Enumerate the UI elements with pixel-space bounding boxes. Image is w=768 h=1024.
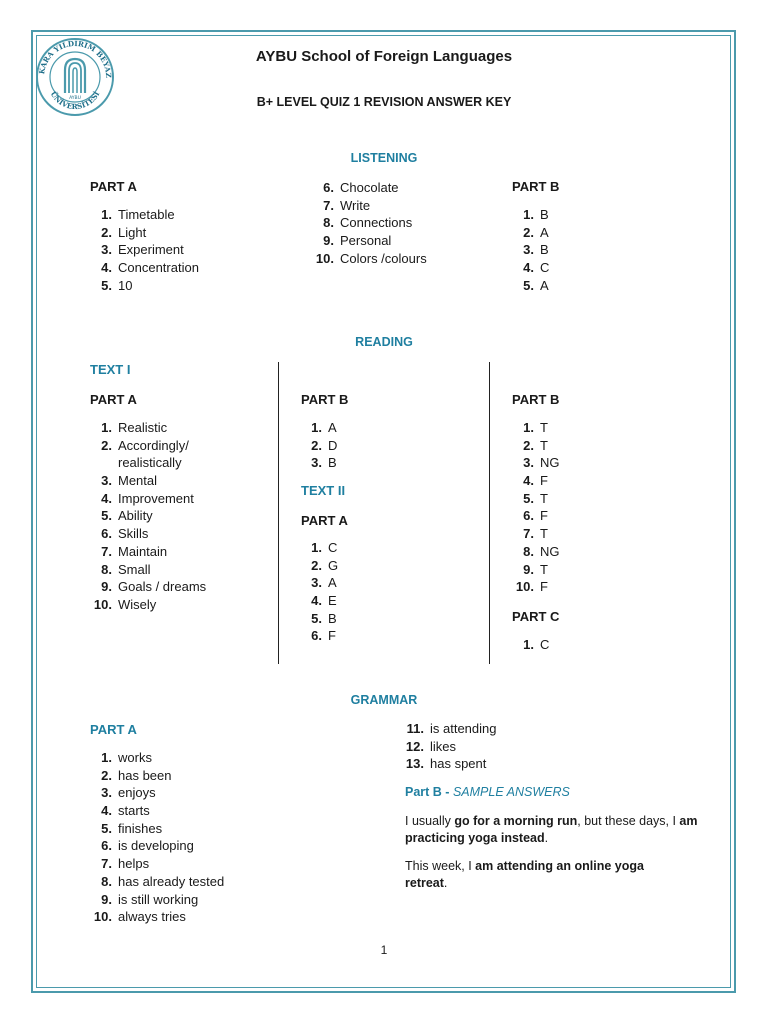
list-item: 2. T <box>523 437 548 453</box>
grammar-part-a-list-1 <box>88 749 224 926</box>
list-item: 4. starts <box>101 803 150 819</box>
list-item: 8. Small <box>101 561 151 577</box>
list-item: 9. T <box>523 561 548 577</box>
list-item: 8. Connections <box>323 215 413 231</box>
list-item: 9. Personal <box>323 233 392 249</box>
list-item: 6. F <box>311 628 336 644</box>
grammar-part-b-answer-2 <box>405 858 665 892</box>
page-number: 1 <box>380 943 388 957</box>
list-item: 13. has spent <box>405 756 487 772</box>
list-item: 3. Experiment <box>101 242 184 258</box>
reading-text2-part-c-label: PART C <box>512 609 560 624</box>
list-item: 12. likes <box>405 738 457 754</box>
answer-bold: am attending an online yoga retreat <box>405 859 644 890</box>
reading-text1-label: TEXT I <box>90 362 131 377</box>
listening-part-b-label: PART B <box>512 179 560 194</box>
reading-text2-part-a-list <box>298 539 338 645</box>
list-item: 1. C <box>523 637 550 652</box>
document-subtitle: B+ LEVEL QUIZ 1 REVISION ANSWER KEY <box>256 95 512 109</box>
list-item: 1. works <box>101 750 152 765</box>
list-item: 5. T <box>523 490 548 506</box>
list-item: realistically <box>118 455 182 471</box>
list-item: 4. F <box>523 473 548 489</box>
grammar-part-b-label: Part B <box>405 785 442 799</box>
grammar-part-b-heading <box>405 785 570 799</box>
list-item: 7. Write <box>323 197 371 213</box>
svg-text:ANKARA YILDIRIM BEYAZIT: KARA YILDIRIM BEYAZ <box>37 38 114 79</box>
listening-heading: LISTENING <box>350 151 418 165</box>
document-title: AYBU School of Foreign Languages <box>255 48 513 65</box>
reading-text2-part-a-label: PART A <box>301 513 348 528</box>
list-item: 9. is still working <box>101 891 199 907</box>
list-item: 5. B <box>311 610 337 626</box>
list-item: 10. Colors /colours <box>315 250 427 266</box>
list-item: 5. finishes <box>101 820 163 836</box>
list-item: 4. Improvement <box>101 490 194 506</box>
list-item: 5. 10 <box>101 277 133 293</box>
list-item: 6. F <box>523 508 548 524</box>
reading-text1-part-b-label: PART B <box>301 392 349 407</box>
grammar-part-a-label: PART A <box>90 722 137 737</box>
list-item: 9. Goals / dreams <box>101 579 207 595</box>
list-item: 10. always tries <box>93 909 186 925</box>
list-item: 3. Mental <box>101 473 158 489</box>
list-item: 3. A <box>311 575 337 591</box>
svg-text:ÜNİVERSİTESİ: ÜNİVERSİTESİ <box>48 89 102 112</box>
list-item: 2. A <box>523 224 549 240</box>
answer-text: , but these days, I <box>577 814 680 828</box>
column-divider <box>489 362 490 664</box>
reading-text2-part-b-label: PART B <box>512 392 560 407</box>
reading-text2-part-b-list <box>510 419 560 596</box>
reading-text1-part-a-label: PART A <box>90 392 137 407</box>
list-item: 7. Maintain <box>101 543 168 559</box>
list-item: 3. enjoys <box>101 785 156 801</box>
reading-text1-part-b-list <box>298 419 337 472</box>
list-item: 3. NG <box>523 455 560 471</box>
list-item: 6. Skills <box>101 526 149 542</box>
listening-part-b-list <box>510 206 549 294</box>
list-item: 6. is developing <box>101 838 194 854</box>
list-item: 6. Chocolate <box>323 180 399 195</box>
list-item: 4. Concentration <box>101 260 199 276</box>
grammar-part-b-dash: - <box>441 785 453 799</box>
reading-text1-part-a-list <box>88 419 206 614</box>
list-item: 2. has been <box>101 767 172 783</box>
answer-text: . <box>544 831 549 845</box>
answer-text: This week, I <box>405 859 476 873</box>
listening-part-a-list-2 <box>310 179 427 267</box>
list-item: 2. Light <box>101 224 147 240</box>
grammar-heading: GRAMMAR <box>350 693 418 707</box>
list-item: 4. E <box>311 593 337 609</box>
list-item: 4. C <box>523 260 550 276</box>
answer-bold: go for a morning run <box>454 814 578 828</box>
list-item: 1. C <box>311 540 338 555</box>
list-item: 1. Realistic <box>101 420 168 435</box>
list-item: 5. A <box>523 277 549 293</box>
list-item: 3. B <box>523 242 549 258</box>
list-item: 5. Ability <box>101 508 153 524</box>
list-item: 2. D <box>311 437 338 453</box>
listening-part-a-label: PART A <box>90 179 137 194</box>
reading-text2-label: TEXT II <box>301 483 346 498</box>
list-item: 10. F <box>515 579 548 595</box>
grammar-part-b-note: SAMPLE ANSWERS <box>452 785 570 799</box>
list-item: 10. Wisely <box>93 596 157 612</box>
grammar-part-a-list-2 <box>400 720 497 773</box>
listening-part-a-list-1 <box>88 206 199 294</box>
answer-text: I usually <box>405 814 455 828</box>
list-item: 2. Accordingly/ <box>101 437 189 453</box>
list-item: 8. NG <box>523 543 560 559</box>
list-item: 1. T <box>523 420 548 435</box>
reading-text2-part-c-list <box>510 636 549 654</box>
svg-text:AYBU: AYBU <box>69 96 81 101</box>
list-item: 1. B <box>523 207 549 222</box>
list-item: 7. helps <box>101 856 150 872</box>
list-item: 3. B <box>311 455 337 471</box>
answer-bold: am practicing yoga instead <box>405 814 698 845</box>
list-item: 1. Timetable <box>101 207 175 222</box>
column-divider <box>278 362 279 664</box>
grammar-part-b-answer-1 <box>405 813 705 847</box>
list-item: 1. A <box>311 420 337 435</box>
list-item: 11. is attending <box>406 721 497 736</box>
answer-text: . <box>443 876 448 890</box>
reading-heading: READING <box>355 335 413 349</box>
list-item: 7. T <box>523 526 548 542</box>
list-item: 2. G <box>311 557 339 573</box>
list-item: 8. has already tested <box>101 873 225 889</box>
